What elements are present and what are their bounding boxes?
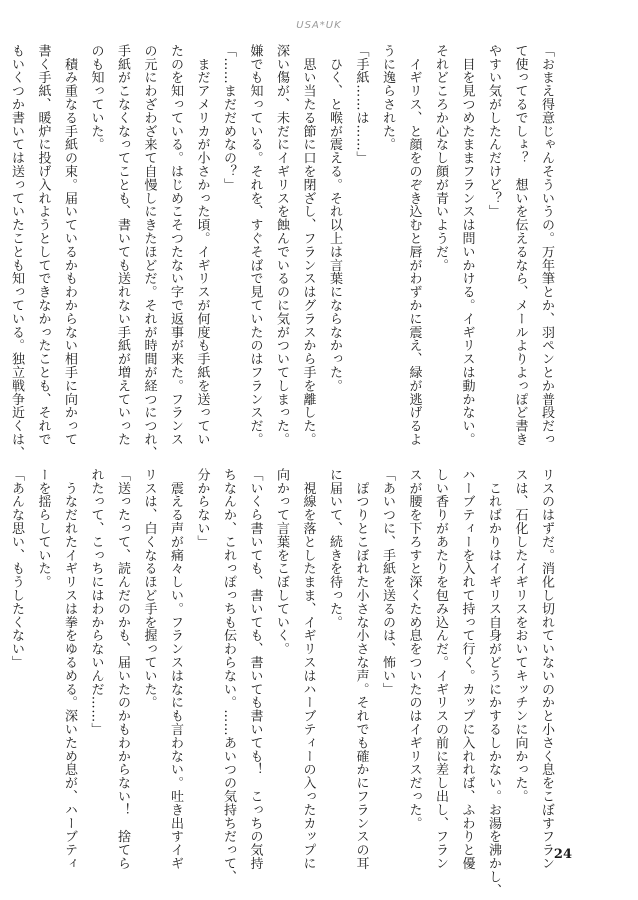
text-column: 積み重なる手紙の束。届いているかもわからない相手に向かって	[62, 44, 77, 446]
text-column: ぽつりとこぼれた小さな小さな声。それでも確かにフランスの耳	[353, 468, 369, 870]
text-column: て使ってるでしょ？ 想いを伝えるなら、メールよりよっぽど書き	[512, 44, 528, 446]
text-column: うなだれたイギリスは拳をゆるめる。深いため息が、ハーブティ	[62, 468, 77, 870]
text-column: 手紙がこなくなってことも、書いても送れない手紙が増えていった	[115, 44, 130, 446]
text-column: ーを揺らしていた。	[35, 468, 51, 589]
text-column: 深い傷が、未だにイギリスを蝕んでいるのに気がついてしまった。	[274, 44, 289, 446]
text-column: のも知っていた。	[88, 44, 104, 152]
text-column: まだアメリカが小さかった頃。イギリスが何度も手紙を送ってい	[194, 44, 210, 446]
text-column: 「……まだだめなの？」	[221, 44, 236, 192]
text-column: 「あんな思い、もうしたくない」	[9, 468, 24, 669]
text-column: うに逸らされた。	[380, 44, 395, 152]
text-column: 「送ったって、読んだのかも、届いたのかもわからない！ 捨てら	[115, 468, 130, 870]
text-column: 視線を落としたまま、イギリスはハーブティーの入ったカップに	[300, 468, 316, 870]
text-block-top	[9, 44, 554, 460]
page-number: 24	[553, 847, 572, 862]
running-header: USA*UK	[296, 20, 342, 31]
text-column: 嫌でも知っている。それを、すぐそばで見ていたのはフランスだ。	[247, 44, 263, 446]
text-column: スが腰を下ろすと深くため息をついたのはイギリスだった。	[406, 468, 422, 830]
text-column: 「おまえ得意じゃんそういうの。万年筆とか、羽ペンとか普段だっ	[539, 44, 554, 446]
text-column: 書く手紙、暖炉に投げ入れようとしてできなかったことも、それで	[35, 44, 51, 446]
text-column: リスのはずだ。消化し切れていないのかと小さく息をこぼすフラン	[539, 468, 554, 870]
text-column: しい香りがあたりを包み込んだ。イギリスの前に差し出し、フラン	[433, 468, 448, 870]
text-column: の元にわざわざ来て自慢しにきたほどだ。それが時間が経つにつれ、	[141, 44, 157, 460]
text-column: もいくつか書いては送っていたことも知っている。独立戦争近くは、	[9, 44, 24, 460]
text-column: ハーブティーを入れて持って行く。カップに入れれば、ふわりと優	[459, 468, 475, 870]
text-column: スは、石化したイギリスをおいてキッチンに向かった。	[512, 468, 528, 803]
text-column: 分からない」	[194, 468, 210, 549]
text-column: たのを知っている。はじめこそつたない字で返事が来た。フランス	[168, 44, 183, 446]
text-column: に届いて、続きを待った。	[327, 468, 342, 629]
text-column: リスは、白くなるほど手を握っていた。	[141, 468, 157, 710]
text-column: れたって、こっちにはわからないんだ……」	[88, 468, 104, 736]
text-column: ちなんか、これっぽっちも伝わらない。……あいつの気持ちだって、	[221, 468, 236, 884]
text-column: 向かって言葉をこぼしていく。	[274, 468, 289, 656]
text-column: こればかりはイギリス自身がどうにかするしかない。お湯を沸かし、	[486, 468, 501, 897]
text-column: 震える声が痛々しい。フランスはなにも言わない。吐き出すイギ	[168, 468, 183, 870]
text-column: やすい気がしたんだけど？」	[486, 44, 501, 219]
text-column: 「手紙……は……」	[353, 44, 369, 165]
text-column: ひく、と喉が震える。それ以上は言葉にならなかった。	[327, 44, 342, 393]
text-column: 目を見つめたままフランスは問いかける。イギリスは動かない。	[459, 44, 475, 446]
text-column: 思い当たる節に口を閉ざし、フランスはグラスから手を離した。	[300, 44, 316, 446]
text-column: 「いくら書いても、書いても、書いても書いても！ こっちの気持	[247, 468, 263, 870]
text-column: 「あいつに、手紙を送るのは、怖い」	[380, 468, 395, 696]
text-column: イギリス、と顔をのぞき込むと唇がわずかに震え、緑が逃げるよ	[406, 44, 422, 446]
text-column: それどころか心なし顔が青いようだ。	[433, 44, 448, 272]
text-block-bottom	[9, 468, 554, 897]
